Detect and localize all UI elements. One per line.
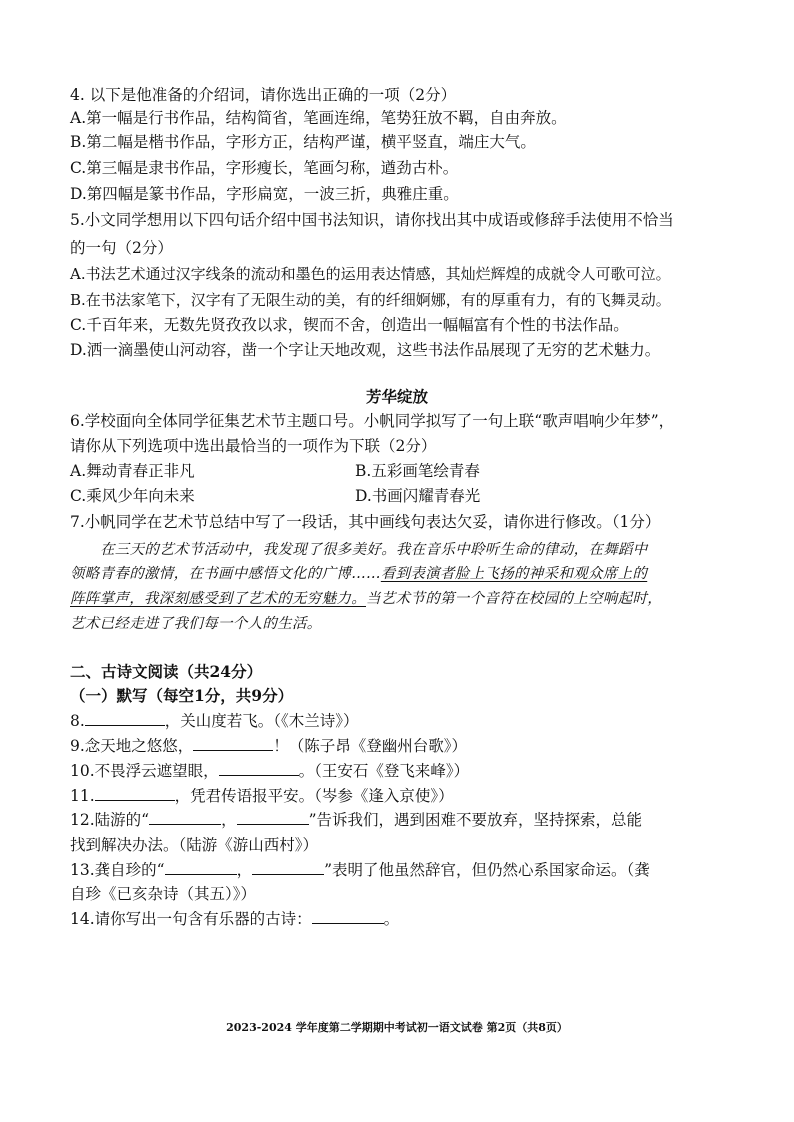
q12-pre: 12.陆游的“ bbox=[70, 811, 150, 829]
q6-stem-line1: 6.学校面向全体同学征集艺术节主题口号。小帆同学拟写了一句上联“歌声唱响少年梦”， bbox=[70, 412, 675, 430]
q5-stem-line1: 5.小文同学想用以下四句话介绍中国书法知识，请你找出其中成语或修辞手法使用不恰当 bbox=[70, 211, 674, 229]
q4-option-a: A.第一幅是行书作品，结构简省，笔画连绵，笔势狂放不羁，自由奔放。 bbox=[70, 109, 567, 127]
section-title-fanghua: 芳华绽放 bbox=[365, 387, 428, 406]
q7-stem: 7.小帆同学在艺术节总结中写了一段话，其中画线句表达欠妥，请你进行修改。（1分） bbox=[70, 513, 661, 531]
q6-option-c: C.乘风少年向未来 bbox=[70, 487, 195, 505]
q14 bbox=[70, 908, 399, 930]
q7-underlined-sentence-part2: 阵阵掌声，我深刻感受到了艺术的无穷魅力。 bbox=[70, 591, 366, 607]
q12-mid: ， bbox=[221, 811, 237, 829]
q7-passage-line3-plain: 当艺术节的第一个音符在校园的上空响起时， bbox=[366, 591, 662, 607]
q7-passage-line2-plain: 领略青春的激情，在书画中感悟文化的广博…… bbox=[70, 566, 381, 582]
q13-answer-blank-2[interactable] bbox=[252, 860, 324, 875]
part2-heading: 二、古诗文阅读（共24分） bbox=[70, 662, 263, 681]
q12-line2: 找到解决办法。（陆游《游山西村》） bbox=[70, 836, 319, 854]
q5-option-a: A.书法艺术通过汉字线条的流动和墨色的运用表达情感，其灿烂辉煌的成就令人可歌可泣。 bbox=[70, 265, 671, 283]
q11-text: ，凭君传语报平安。（岑参《逢入京使》） bbox=[174, 787, 454, 805]
q8 bbox=[70, 710, 359, 732]
q7-passage-line2 bbox=[70, 563, 647, 585]
part2-sub-heading: （一）默写（每空1分，共9分） bbox=[70, 686, 294, 705]
q12 bbox=[70, 809, 642, 831]
q7-passage-line4: 艺术已经走进了我们每一个人的生活。 bbox=[70, 616, 322, 632]
q12-answer-blank-1[interactable] bbox=[149, 810, 221, 825]
q14-pre: 14.请你写出一句含有乐器的古诗： bbox=[70, 910, 312, 928]
q4-option-c: C.第三幅是隶书作品，字形瘦长，笔画匀称，遒劲古朴。 bbox=[70, 159, 459, 177]
q13-answer-blank-1[interactable] bbox=[165, 860, 237, 875]
q6-option-a: A.舞动青春正非凡 bbox=[70, 462, 195, 480]
q12-post: ”告诉我们，遇到困难不要放弃，坚持探索，总能 bbox=[308, 811, 643, 829]
q10-pre: 10.不畏浮云遮望眼， bbox=[70, 762, 219, 780]
q7-underlined-sentence-part1: 看到表演者脸上飞扬的神采和观众席上的 bbox=[380, 566, 648, 582]
q7-passage-line1: 在三天的艺术节活动中，我发现了很多美好。我在音乐中聆听生命的律动，在舞蹈中 bbox=[100, 542, 648, 558]
page-footer: 2023-2024 学年度第二学期期中考试初一语文试卷 第2页（共8页） bbox=[226, 1021, 568, 1034]
q11-answer-blank[interactable] bbox=[95, 786, 175, 801]
q9-post: ！（陈子昂《登幽州台歌》） bbox=[273, 737, 468, 755]
q8-number: 8. bbox=[70, 712, 85, 730]
q13-line2: 自珍《已亥杂诗（其五）》） bbox=[70, 885, 257, 903]
q8-text: ，关山度若飞。（《木兰诗》） bbox=[164, 712, 359, 730]
q5-option-b: B.在书法家笔下，汉字有了无限生动的美，有的纤细婀娜，有的厚重有力，有的飞舞灵动。 bbox=[70, 291, 671, 309]
q4-option-b: B.第二幅是楷书作品，字形方正，结构严谨，横平竖直，端庄大气。 bbox=[70, 133, 536, 151]
q4-option-d: D.第四幅是篆书作品，字形扁宽，一波三折，典雅庄重。 bbox=[70, 185, 459, 203]
q12-answer-blank-2[interactable] bbox=[237, 810, 309, 825]
q5-option-c: C.千百年来，无数先贤孜孜以求，锲而不舍，创造出一幅幅富有个性的书法作品。 bbox=[70, 316, 629, 334]
q13-post: ”表明了他虽然辞官，但仍然心系国家命运。（龚 bbox=[324, 861, 650, 879]
q9-pre: 9.念天地之悠悠， bbox=[70, 737, 194, 755]
q14-post: 。 bbox=[383, 910, 400, 928]
q10-post: 。（王安石《登飞来峰》） bbox=[298, 762, 470, 780]
q9 bbox=[70, 735, 467, 757]
q13 bbox=[70, 859, 650, 881]
q11 bbox=[70, 785, 454, 807]
q5-stem-line2: 的一句（2分） bbox=[70, 239, 173, 257]
q11-number: 11. bbox=[70, 787, 95, 805]
q6-option-d: D.书画闪耀青春光 bbox=[355, 487, 481, 505]
q7-passage-line3 bbox=[70, 588, 662, 610]
q14-answer-blank[interactable] bbox=[312, 909, 384, 924]
q9-answer-blank[interactable] bbox=[193, 736, 273, 751]
q10 bbox=[70, 760, 469, 782]
q4-stem: 4. 以下是他准备的介绍词，请你选出正确的一项（2分） bbox=[70, 86, 457, 104]
q10-answer-blank[interactable] bbox=[219, 761, 299, 776]
q8-answer-blank[interactable] bbox=[85, 711, 165, 726]
q5-option-d: D.洒一滴墨使山河动容，凿一个字让天地改观，这些书法作品展现了无穷的艺术魅力。 bbox=[70, 341, 661, 359]
q13-mid: ， bbox=[236, 861, 253, 879]
q13-pre: 13.龚自珍的“ bbox=[70, 861, 165, 879]
q6-stem-line2: 请你从下列选项中选出最恰当的一项作为下联（2分） bbox=[70, 437, 437, 455]
q6-option-b: B.五彩画笔绘青春 bbox=[355, 462, 480, 480]
